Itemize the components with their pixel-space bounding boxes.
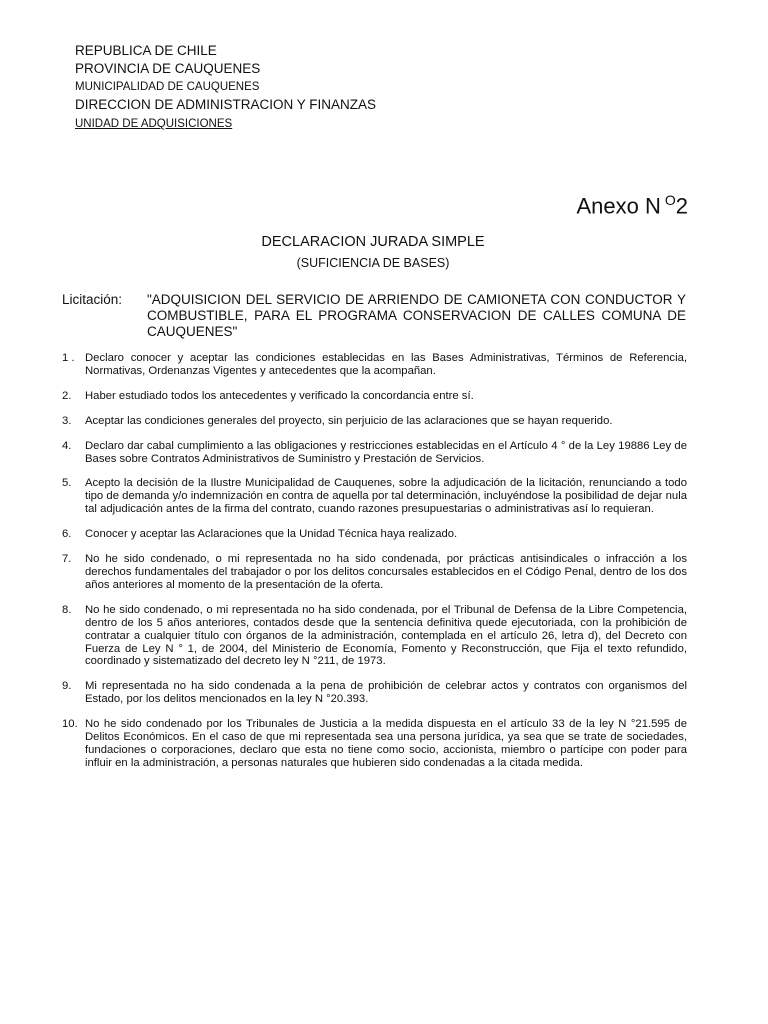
item-text: No he sido condenado por los Tribunales de Justicia a la medida dispuesta en el artículo 33 de la ley N °21.595 de Delitos Económicos. En el caso de que mi representada sea una persona jurídica, ya sea que se trate de sociedades, fundaciones o corporaciones, declaro que esta no tiene como socio, accionista, miembro o partícipe con poder para influir en la administración, a personas naturales que hubieren sido condenadas a la citada medida. bbox=[85, 718, 687, 769]
licitacion-block bbox=[62, 292, 686, 340]
item-number: 9. bbox=[62, 680, 72, 693]
item-text: No he sido condenado, o mi representada no ha sido condenada, por el Tribunal de Defensa de la Libre Competencia, dentro de los 5 años anteriores, contados desde que la sentencia definitiva quede ejecutoriada, con la prohibición de contratar a cualquier título con órganos de la administración, contemplada en el artículo 26, letra d), del Decreto con Fuerza de Ley N ° 1, de 2004, del Ministerio de Economía, Fomento y Reconstrucción, que Fija el texto refundido, coordinado y sistematizado del decreto ley N °211, de 1973. bbox=[85, 603, 687, 668]
licitacion-text: "ADQUISICION DEL SERVICIO DE ARRIENDO DE CAMIONETA CON CONDUCTOR Y COMBUSTIBLE, PARA EL PROGRAMA CONSERVACION DE CALLES COMUNA DE CAUQUENES" bbox=[147, 292, 686, 339]
letterhead bbox=[75, 42, 376, 133]
item-number: 10. bbox=[62, 718, 78, 731]
annex-degree: O bbox=[664, 192, 676, 208]
item-text: No he sido condenado, o mi representada no ha sido condenada, por prácticas antisindicales o infracción a los derechos fundamentales del trabajador o por los delitos concursales establecidos en el Código Penal, dentro de los dos años anteriores al momento de la presentación de la oferta. bbox=[85, 553, 687, 591]
header-province: PROVINCIA DE CAUQUENES bbox=[75, 61, 261, 76]
header-unit: UNIDAD DE ADQUISICIONES bbox=[75, 118, 233, 130]
item-text: Acepto la decisión de la Ilustre Municipalidad de Cauquenes, sobre la adjudicación de la licitación, renunciando a todo tipo de demanda y/o indemnización en contra de aquella por tal determinación, incluyéndose la posibilidad de dejar nula tal adjudicación antes de la firma del contrato, cuando razones presupuestarias o administrativas así lo requieran. bbox=[85, 477, 687, 516]
document-subtitle: (SUFICIENCIA DE BASES) bbox=[296, 256, 450, 270]
item-number: 5. bbox=[62, 477, 72, 490]
item-text: Haber estudiado todos los antecedentes y verificado la concordancia entre sí. bbox=[85, 389, 474, 402]
item-text: Declaro conocer y aceptar las condiciones establecidas en las Bases Administrativas, Términos de Referencia, Normativas, Ordenanzas Vigentes y antecedentes que la acompañan. bbox=[85, 352, 687, 377]
item-text: Declaro dar cabal cumplimiento a las obligaciones y restricciones establecidas en el Artículo 4 ° de la Ley 19886 Ley de Bases sobre Contratos Administrativos de Suministro y Prestación de Servicios. bbox=[85, 439, 687, 465]
declaration-item-4 bbox=[62, 440, 687, 466]
declaration-list bbox=[62, 352, 687, 782]
declaration-item-7 bbox=[62, 553, 687, 592]
annex-text: Anexo N bbox=[576, 193, 661, 219]
annex-label bbox=[576, 192, 688, 219]
item-number: 6. bbox=[62, 528, 72, 541]
item-text: Conocer y aceptar las Aclaraciones que la Unidad Técnica haya realizado. bbox=[85, 528, 458, 541]
item-number: 1 . bbox=[62, 352, 75, 364]
declaration-item-6 bbox=[62, 528, 687, 541]
item-text: Mi representada no ha sido condenada a la pena de prohibición de celebrar actos y contratos con organismos del Estado, por los delitos mencionados en la ley N °20.393. bbox=[85, 680, 687, 706]
header-republic: REPUBLICA DE CHILE bbox=[75, 43, 217, 58]
item-number: 7. bbox=[62, 553, 72, 566]
item-number: 2. bbox=[62, 389, 72, 402]
declaration-item-8 bbox=[62, 604, 687, 669]
document-title: DECLARACION JURADA SIMPLE bbox=[261, 234, 485, 250]
declaration-item-2 bbox=[62, 390, 687, 403]
declaration-item-10 bbox=[62, 718, 687, 770]
item-text: Aceptar las condiciones generales del proyecto, sin perjuicio de las aclaraciones que se hayan requerido. bbox=[85, 414, 613, 427]
item-number: 8. bbox=[62, 603, 72, 616]
declaration-item-1 bbox=[62, 352, 687, 378]
declaration-item-3 bbox=[62, 415, 687, 428]
declaration-item-5 bbox=[62, 477, 687, 516]
header-direction: DIRECCION DE ADMINISTRACION Y FINANZAS bbox=[75, 97, 377, 112]
header-municipality: MUNICIPALIDAD DE CAUQUENES bbox=[75, 81, 260, 93]
licitacion-label: Licitación: bbox=[62, 292, 123, 307]
declaration-item-9 bbox=[62, 680, 687, 706]
annex-number: 2 bbox=[675, 193, 688, 219]
item-number: 3. bbox=[62, 414, 72, 427]
item-number: 4. bbox=[62, 439, 72, 452]
